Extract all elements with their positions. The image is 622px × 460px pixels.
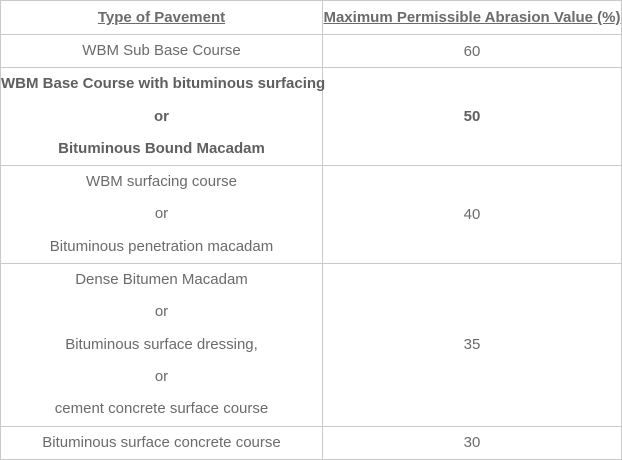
pavement-type-cell (1, 68, 326, 166)
abrasion-value-cell: 35 (323, 264, 622, 426)
pavement-type-line: Bituminous surface dressing, (65, 335, 258, 353)
pavement-type-or: or (154, 303, 169, 321)
table-header-row (1, 1, 622, 35)
pavement-type-or: or (154, 367, 169, 385)
abrasion-value-cell: 40 (323, 166, 622, 264)
table-row (1, 35, 622, 68)
table-row (1, 264, 622, 426)
pavement-type-line: Bituminous penetration macadam (49, 237, 274, 255)
pavement-type-cell (1, 35, 323, 68)
table-row (1, 68, 622, 166)
pavement-type-line: WBM Sub Base Course (82, 42, 241, 59)
pavement-type-or: or (154, 205, 169, 223)
pavement-type-line: WBM Base Course with bituminous surfacing (1, 75, 326, 93)
pavement-type-or: or (154, 107, 169, 125)
abrasion-value-cell: 60 (323, 35, 622, 68)
abrasion-value-cell: 50 (323, 68, 622, 166)
pavement-type-line: WBM surfacing course (86, 173, 237, 191)
header-abrasion-value: Maximum Permissible Abrasion Value (%) (323, 1, 622, 35)
pavement-type-line: cement concrete surface course (54, 400, 269, 418)
pavement-type-line: Bituminous Bound Macadam (58, 139, 265, 157)
pavement-type-cell (1, 264, 323, 426)
header-pavement-type: Type of Pavement (1, 1, 323, 35)
pavement-type-cell (1, 166, 323, 264)
table-row (1, 426, 622, 459)
pavement-type-line: Dense Bitumen Macadam (75, 271, 248, 289)
pavement-type-cell (1, 426, 323, 459)
pavement-type-line: Bituminous surface concrete course (42, 433, 281, 451)
abrasion-value-cell: 30 (323, 426, 622, 459)
table-row (1, 166, 622, 264)
